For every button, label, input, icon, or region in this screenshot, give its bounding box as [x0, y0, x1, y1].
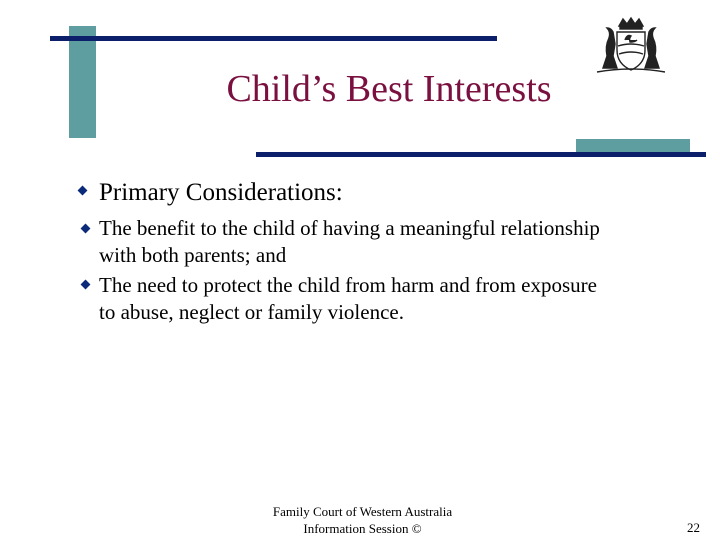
diamond-bullet-icon: [81, 224, 91, 234]
sub-bullet-meaningful-relationship: [99, 215, 679, 269]
footer-session: Information Session ©: [303, 521, 422, 536]
accent-line-top: [50, 36, 497, 41]
accent-line-bottom: [256, 152, 706, 157]
bullet-primary-considerations: Primary Considerations:: [99, 179, 343, 206]
diamond-bullet-icon: [78, 186, 88, 196]
diamond-bullet-icon: [81, 280, 91, 290]
sub-bullet-line: The benefit to the child of having a meaningful relationship: [99, 216, 600, 240]
sub-bullet-line: with both parents; and: [99, 243, 287, 267]
page-number: 22: [687, 520, 700, 535]
sub-bullet-line: The need to protect the child from harm and from exposure: [99, 273, 597, 297]
sub-bullet-line: to abuse, neglect or family violence.: [99, 300, 404, 324]
accent-bar-vertical: [69, 26, 96, 138]
footer-organization: Family Court of Western Australia: [272, 504, 453, 519]
slide-footer: [230, 503, 495, 537]
sub-bullet-protect-from-harm: [99, 272, 679, 326]
coat-of-arms-icon: [583, 16, 679, 76]
slide-title: Child’s Best Interests: [226, 68, 552, 110]
